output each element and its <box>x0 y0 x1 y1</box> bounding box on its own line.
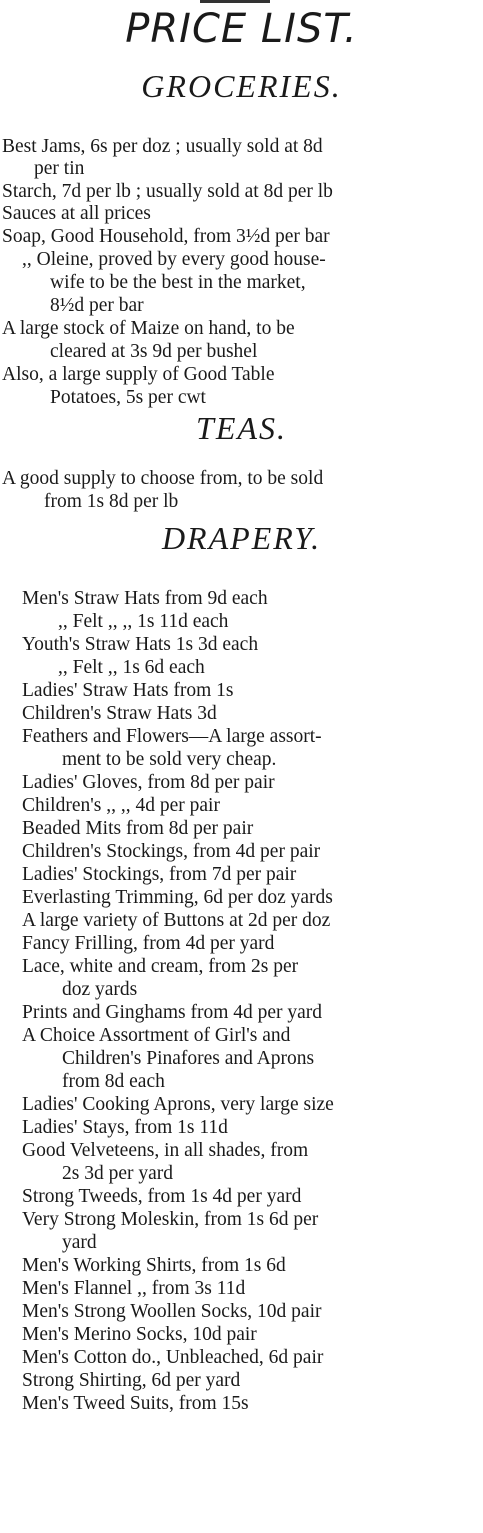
drapery-line: Children's Stockings, from 4d per pair <box>22 841 321 862</box>
drapery-line: ment to be sold very cheap. <box>62 749 277 770</box>
groceries-heading: GROCERIES. <box>141 68 342 104</box>
groceries-line: wife to be the best in the market, <box>50 272 306 293</box>
drapery-line: Ladies' Stockings, from 7d per pair <box>22 864 297 885</box>
drapery-line: doz yards <box>62 979 138 1000</box>
groceries-line: Sauces at all prices <box>2 203 151 224</box>
groceries-line: Soap, Good Household, from 3½d per bar <box>2 226 330 247</box>
drapery-line: Beaded Mits from 8d per pair <box>22 818 254 839</box>
drapery-line: Strong Shirting, 6d per yard <box>22 1370 241 1391</box>
teas-line: from 1s 8d per lb <box>44 491 179 512</box>
teas-line: A good supply to choose from, to be sold <box>2 468 324 489</box>
drapery-line: yard <box>62 1232 97 1253</box>
drapery-line: Men's Cotton do., Unbleached, 6d pair <box>22 1347 324 1368</box>
drapery-line: Good Velveteens, in all shades, from <box>22 1140 309 1161</box>
drapery-line: Men's Tweed Suits, from 15s <box>22 1393 249 1414</box>
drapery-line: A Choice Assortment of Girl's and <box>22 1025 291 1046</box>
groceries-line: ,, Oleine, proved by every good house- <box>22 249 326 270</box>
groceries-line: cleared at 3s 9d per bushel <box>50 341 258 362</box>
drapery-line: A large variety of Buttons at 2d per doz <box>22 910 331 931</box>
top-rule-divider <box>200 0 270 3</box>
drapery-line: Prints and Ginghams from 4d per yard <box>22 1002 323 1023</box>
groceries-line: Potatoes, 5s per cwt <box>50 387 206 408</box>
drapery-line: 2s 3d per yard <box>62 1163 174 1184</box>
drapery-line: Men's Merino Socks, 10d pair <box>22 1324 257 1345</box>
drapery-line: ,, Felt ,, 1s 6d each <box>58 657 205 678</box>
drapery-line: Children's Straw Hats 3d <box>22 703 217 724</box>
drapery-line: Ladies' Cooking Aprons, very large size <box>22 1094 334 1115</box>
groceries-line: Best Jams, 6s per doz ; usually sold at 8d <box>2 136 323 157</box>
drapery-line: from 8d each <box>62 1071 165 1092</box>
page-title: PRICE LIST. <box>125 6 358 52</box>
drapery-line: Children's ,, ,, 4d per pair <box>22 795 220 816</box>
drapery-line: Strong Tweeds, from 1s 4d per yard <box>22 1186 302 1207</box>
groceries-line: Also, a large supply of Good Table <box>2 364 275 385</box>
drapery-line: Men's Straw Hats from 9d each <box>22 588 268 609</box>
drapery-line: Men's Working Shirts, from 1s 6d <box>22 1255 286 1276</box>
drapery-line: Children's Pinafores and Aprons <box>62 1048 315 1069</box>
drapery-line: Lace, white and cream, from 2s per <box>22 956 299 977</box>
drapery-line: ,, Felt ,, ,, 1s 11d each <box>58 611 229 632</box>
groceries-line: 8½d per bar <box>50 295 144 316</box>
drapery-line: Ladies' Straw Hats from 1s <box>22 680 234 701</box>
drapery-line: Fancy Frilling, from 4d per yard <box>22 933 275 954</box>
drapery-line: Men's Strong Woollen Socks, 10d pair <box>22 1301 322 1322</box>
teas-heading: TEAS. <box>196 410 287 446</box>
drapery-line: Ladies' Gloves, from 8d per pair <box>22 772 275 793</box>
drapery-line: Feathers and Flowers—A large assort- <box>22 726 322 747</box>
drapery-line: Men's Flannel ,, from 3s 11d <box>22 1278 246 1299</box>
drapery-line: Ladies' Stays, from 1s 11d <box>22 1117 228 1138</box>
drapery-line: Youth's Straw Hats 1s 3d each <box>22 634 259 655</box>
drapery-line: Very Strong Moleskin, from 1s 6d per <box>22 1209 319 1230</box>
groceries-line: A large stock of Maize on hand, to be <box>2 318 295 339</box>
groceries-line: Starch, 7d per lb ; usually sold at 8d per lb <box>2 181 333 202</box>
drapery-line: Everlasting Trimming, 6d per doz yards <box>22 887 333 908</box>
groceries-line: per tin <box>34 158 85 179</box>
drapery-heading: DRAPERY. <box>161 520 322 556</box>
